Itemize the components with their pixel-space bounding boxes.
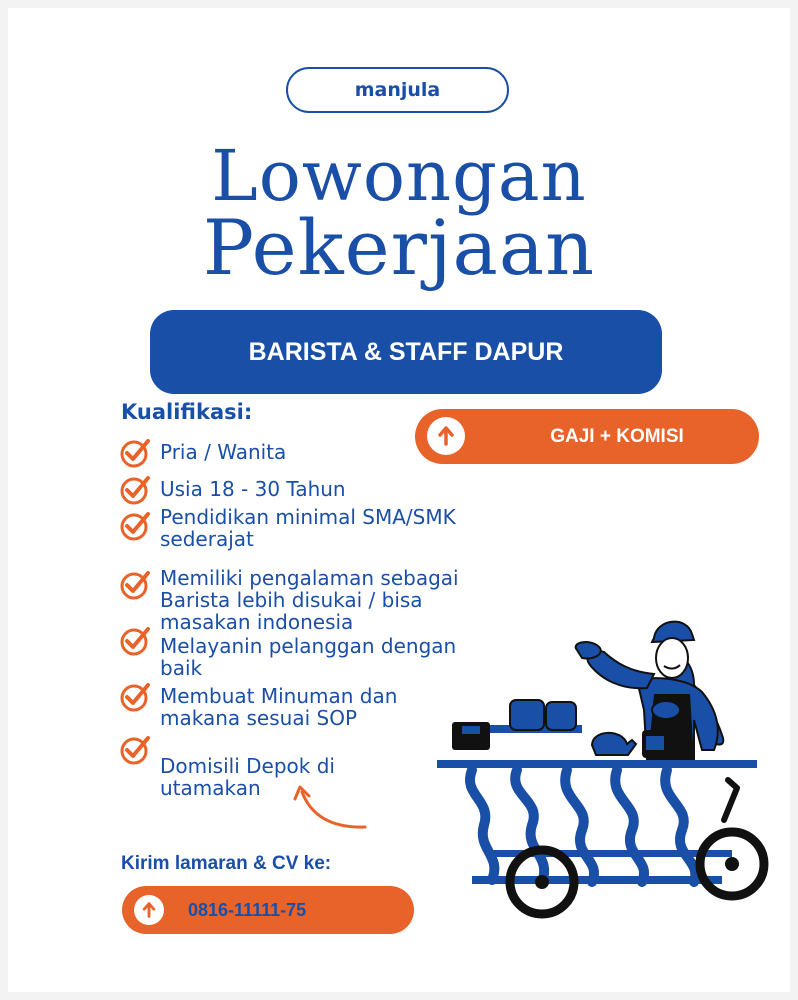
check-icon	[118, 568, 152, 602]
qualification-line: Memiliki pengalaman sebagai	[160, 566, 459, 590]
check-icon	[118, 624, 152, 658]
check-icon	[118, 680, 152, 714]
check-icon	[118, 436, 152, 470]
qualification-line: utamakan	[160, 776, 261, 800]
qualification-line: baik	[160, 656, 203, 680]
arrow-up-icon	[427, 417, 465, 455]
qualification-line: Pendidikan minimal SMA/SMK	[160, 505, 456, 529]
check-icon	[118, 509, 152, 543]
arrow-up-icon	[134, 895, 164, 925]
qualification-line: Membuat Minuman dan	[160, 684, 398, 708]
qualification-line: Barista lebih disukai / bisa	[160, 588, 423, 612]
check-icon	[118, 473, 152, 507]
qualification-item	[160, 685, 397, 729]
qualification-line: Domisili Depok di	[160, 754, 335, 778]
brand-badge: manjula	[286, 67, 509, 113]
phone-number: 0816-11111-75	[188, 899, 307, 920]
headline-line-1: Lowongan	[211, 135, 587, 217]
salary-badge	[415, 409, 759, 464]
qualification-item	[160, 478, 346, 500]
qualification-item	[160, 635, 456, 679]
position-banner: BARISTA & STAFF DAPUR	[150, 310, 662, 394]
qualification-line: Pria / Wanita	[160, 440, 287, 464]
salary-label: GAJI + KOMISI	[550, 425, 684, 447]
check-icon	[118, 733, 152, 767]
headline-line-2: Pekerjaan	[202, 203, 596, 292]
qualification-line: masakan indonesia	[160, 610, 354, 634]
phone-badge[interactable]	[122, 886, 414, 934]
qualifications-heading: Kualifikasi:	[121, 400, 253, 424]
qualification-line: Usia 18 - 30 Tahun	[160, 477, 346, 501]
qualification-item	[160, 567, 459, 633]
barista-cart-illustration	[432, 610, 782, 925]
qualification-item	[160, 441, 286, 463]
qualification-item	[160, 506, 456, 550]
contact-label: Kirim lamaran & CV ke:	[121, 853, 332, 874]
qualification-line: Melayanin pelanggan dengan	[160, 634, 457, 658]
qualification-line: makana sesuai SOP	[160, 706, 358, 730]
curved-arrow-icon	[290, 780, 370, 835]
qualification-line: sederajat	[160, 527, 254, 551]
